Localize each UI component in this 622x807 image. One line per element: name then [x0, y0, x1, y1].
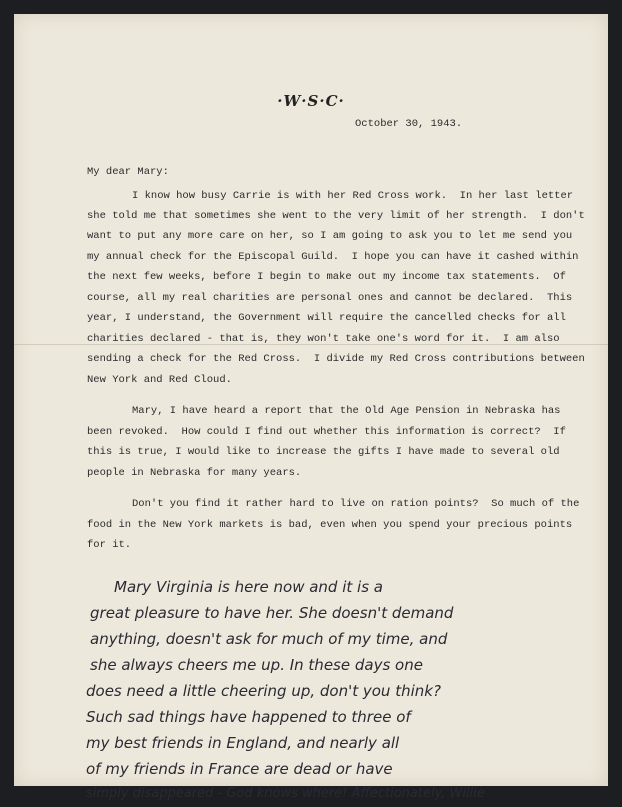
- typed-line: this is true, I would like to increase the gifts I have made to several old: [87, 446, 560, 458]
- letter-sheet: [14, 14, 608, 801]
- typed-line: for it.: [87, 539, 132, 551]
- handwritten-line: my best friends in England, and nearly all: [86, 734, 400, 752]
- typed-line: I know how busy Carrie is with her Red Cross work. In her last letter: [132, 190, 574, 202]
- typed-line: year, I understand, the Government will require the cancelled checks for all: [87, 312, 566, 324]
- handwritten-line: she always cheers me up. In these days one: [90, 656, 423, 674]
- handwritten-line: of my friends in France are dead or have: [86, 760, 393, 778]
- letterhead-monogram: ·W·S·C·: [277, 92, 345, 110]
- typed-line: New York and Red Cloud.: [87, 374, 232, 386]
- typed-line: my annual check for the Episcopal Guild. I hope you can have it cashed within: [87, 251, 579, 263]
- typed-line: want to put any more care on her, so I am going to ask you to let me send you: [87, 230, 573, 242]
- typed-line: food in the New York markets is bad, even when you spend your precious points: [87, 519, 573, 531]
- letter-date: October 30, 1943.: [355, 118, 463, 130]
- typed-line: sending a check for the Red Cross. I divide my Red Cross contributions between: [87, 353, 585, 365]
- typed-line: she told me that sometimes she went to the very limit of her strength. I don't: [87, 210, 585, 222]
- typed-line: Don't you find it rather hard to live on ration points? So much of the: [132, 498, 580, 510]
- typed-line: course, all my real charities are personal ones and cannot be declared. This: [87, 292, 573, 304]
- typed-line: people in Nebraska for many years.: [87, 467, 302, 479]
- handwritten-line: great pleasure to have her. She doesn't demand: [90, 604, 454, 622]
- handwritten-line: anything, doesn't ask for much of my time, and: [90, 630, 448, 648]
- greeting: My dear Mary:: [87, 166, 169, 178]
- handwritten-line: Such sad things have happened to three of: [86, 708, 411, 726]
- handwritten-line: Mary Virginia is here now and it is a: [114, 578, 383, 596]
- typed-line: been revoked. How could I find out whether this information is correct? If: [87, 426, 566, 438]
- typed-line: charities declared - that is, they won't take one's word for it. I am also: [87, 333, 560, 345]
- handwritten-line: does need a little cheering up, don't you think?: [86, 682, 441, 700]
- typed-line: the next few weeks, before I begin to make out my income tax statements. Of: [87, 271, 566, 283]
- typed-line: Mary, I have heard a report that the Old Age Pension in Nebraska has: [132, 405, 561, 417]
- handwritten-closing: simply disappeared - God knows where! Affectionately, Willie: [86, 786, 485, 801]
